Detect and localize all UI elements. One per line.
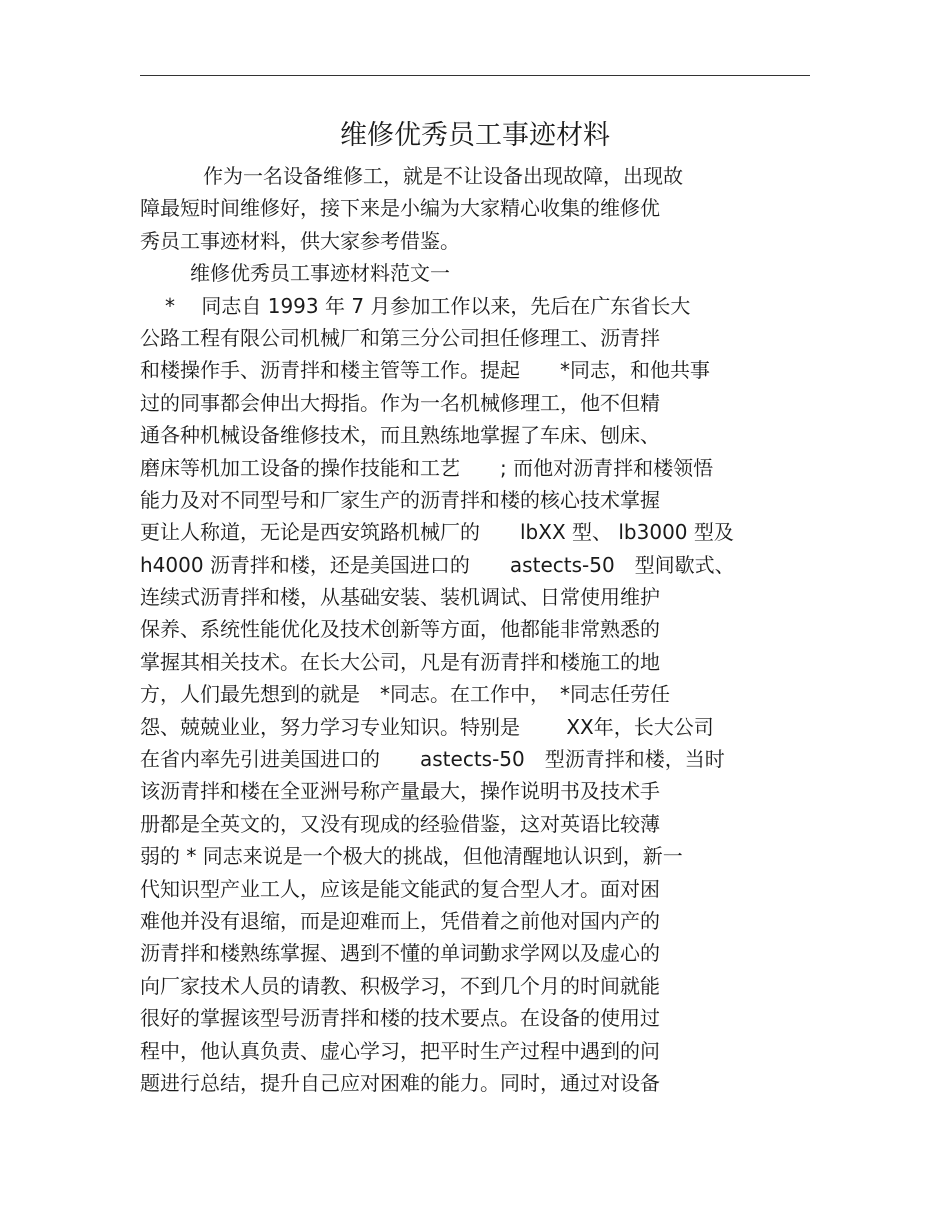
- document-title: 维修优秀员工事迹材料: [340, 120, 610, 151]
- paragraph-line: 作为一名设备维修工，就是不让设备出现故障，出现故: [203, 164, 683, 188]
- paragraph-line: 题进行总结，提升自己应对困难的能力。同时，通过对设备: [140, 1070, 660, 1095]
- paragraph-line: 方，人们最先想到的就是 *同志。在工作中， *同志任劳任: [140, 682, 670, 707]
- paragraph-line: 程中，他认真负责、虚心学习，把平时生产过程中遇到的问: [140, 1038, 660, 1063]
- paragraph-line: 秀员工事迹材料，供大家参考借鉴。: [140, 228, 460, 253]
- paragraph-line: 代知识型产业工人，应该是能文能武的复合型人才。面对困: [140, 876, 660, 901]
- section-heading: 维修优秀员工事迹材料范文一: [190, 261, 450, 286]
- paragraph-line: 沥青拌和楼熟练掌握、遇到不懂的单词勤求学网以及虚心的: [140, 941, 660, 966]
- paragraph-line: * 同志自 1993 年 7 月参加工作以来，先后在广东省长大: [165, 293, 691, 318]
- header-rule: [140, 75, 810, 76]
- paragraph-line: 连续式沥青拌和楼，从基础安装、装机调试、日常使用维护: [140, 585, 660, 610]
- paragraph-line: 磨床等机加工设备的操作技能和工艺 ; 而他对沥青拌和楼领悟: [140, 455, 714, 480]
- paragraph-line: 向厂家技术人员的请教、积极学习，不到几个月的时间就能: [140, 973, 660, 998]
- paragraph-line: 难他并没有退缩，而是迎难而上，凭借着之前他对国内产的: [140, 908, 660, 933]
- paragraph-line: 公路工程有限公司机械厂和第三分公司担任修理工、沥青拌: [140, 325, 660, 350]
- paragraph-line: 通各种机械设备维修技术，而且熟练地掌握了车床、刨床、: [140, 423, 660, 448]
- paragraph-line: 能力及对不同型号和厂家生产的沥青拌和楼的核心技术掌握: [140, 487, 660, 512]
- document-body: [140, 160, 820, 1099]
- paragraph-line: 弱的 * 同志来说是一个极大的挑战，但他清醒地认识到，新一: [140, 844, 683, 869]
- paragraph-line: 更让人称道，无论是西安筑路机械厂的 lbXX 型、 lb3000 型及: [140, 520, 734, 545]
- paragraph-line: 在省内率先引进美国进口的 astects-50 型沥青拌和楼，当时: [140, 747, 725, 772]
- paragraph-line: 过的同事都会伸出大拇指。作为一名机械修理工，他不但精: [140, 390, 660, 415]
- paragraph-line: 保养、系统性能优化及技术创新等方面，他都能非常熟悉的: [140, 617, 660, 642]
- paragraph-line: h4000 沥青拌和楼，还是美国进口的 astects-50 型间歇式、: [140, 552, 735, 577]
- paragraph-line: 怨、兢兢业业，努力学习专业知识。特别是 XX年，长大公司: [140, 714, 714, 739]
- paragraph-line: 和楼操作手、沥青拌和楼主管等工作。提起 *同志，和他共事: [140, 358, 710, 383]
- paragraph-line: 很好的掌握该型号沥青拌和楼的技术要点。在设备的使用过: [140, 1006, 660, 1031]
- paragraph-line: 掌握其相关技术。在长大公司，凡是有沥青拌和楼施工的地: [140, 649, 660, 674]
- paragraph-line: 册都是全英文的，又没有现成的经验借鉴，这对英语比较薄: [140, 811, 660, 836]
- paragraph-line: 该沥青拌和楼在全亚洲号称产量最大，操作说明书及技术手: [140, 779, 660, 804]
- paragraph-line: 障最短时间维修好，接下来是小编为大家精心收集的维修优: [140, 196, 660, 221]
